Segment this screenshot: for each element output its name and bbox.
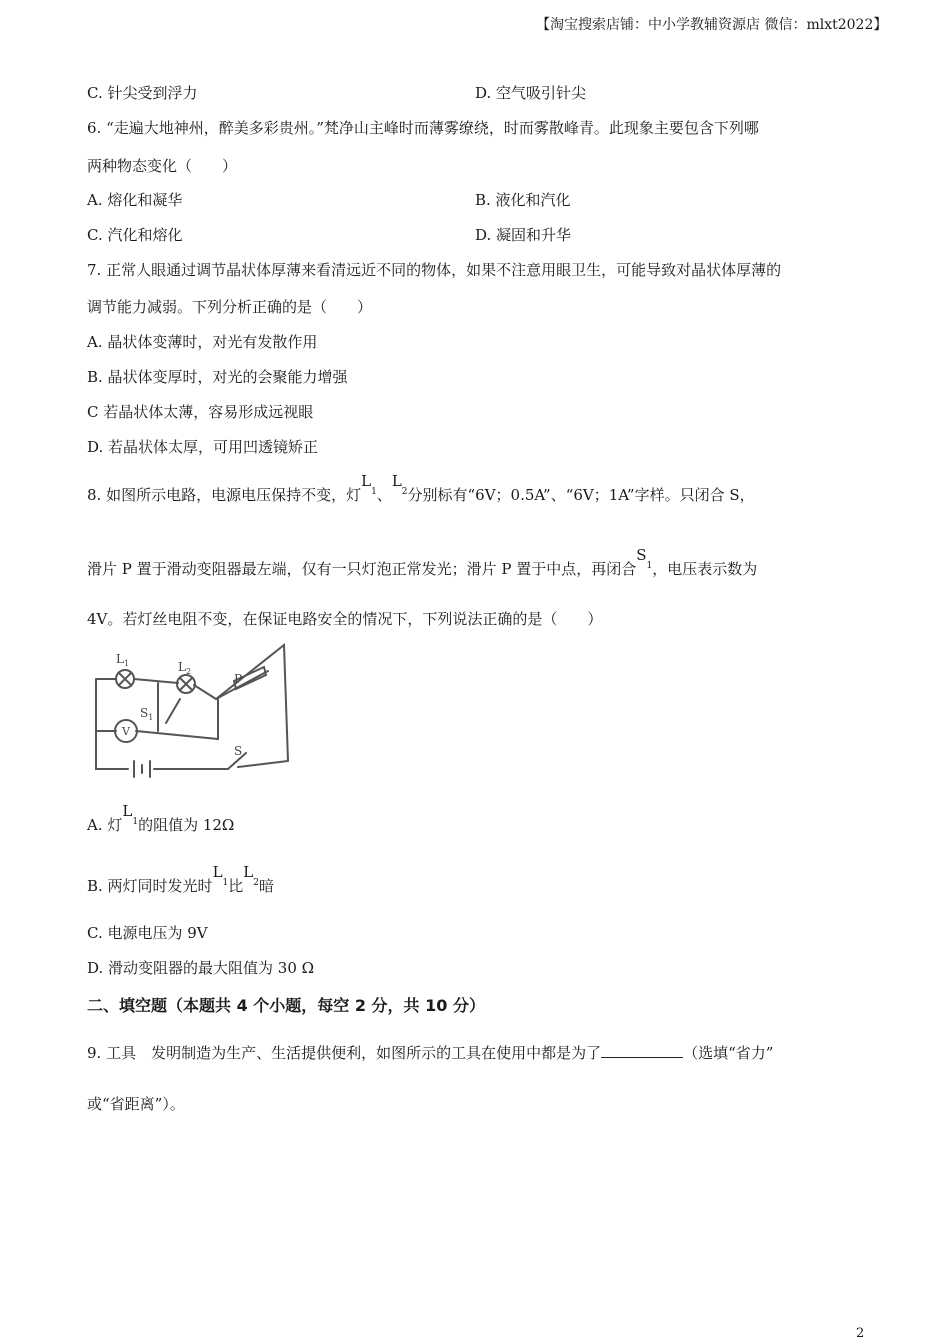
answer-blank [601, 1043, 683, 1058]
q6-option-b: B. 液化和汽化 [475, 191, 571, 209]
q8-stem-line1: 8. 如图所示电路，电源电压保持不变，灯$L_1$、$L_2$分别标有“6V；0.5A”、“6V；1A”字样。只闭合 S， [87, 472, 755, 504]
switch-s1-blade [166, 699, 180, 723]
q5-option-d: D. 空气吸引针尖 [475, 84, 587, 102]
label-l1: $L_1$ [116, 652, 130, 668]
q9-stem-line1: 9. 工具 发明制造为生产、生活提供便利，如图所示的工具在使用中都是为了 （选填“省力” [87, 1044, 774, 1062]
symbol-l1: $L_1$ [212, 863, 229, 888]
q5-option-c: C. 针尖受到浮力 [87, 84, 198, 102]
label-p: P [234, 672, 243, 686]
q8-option-c: C. 电源电压为 9V [87, 924, 208, 942]
q6-option-d: D. 凝固和升华 [475, 226, 572, 244]
q6-stem-line2: 两种物态变化（ ） [87, 157, 238, 175]
q8-stem-line2: 滑片 P 置于滑动变阻器最左端，仅有一只灯泡正常发光；滑片 P 置于中点，再闭合$S_1$，电压表示数为 [87, 546, 758, 578]
q6-stem-line1: 6. “走遍大地神州，醉美多彩贵州。”梵净山主峰时而薄雾缭绕，时而雾散峰青。此现象主要包含下列哪 [87, 119, 759, 137]
q7-stem-line1: 7. 正常人眼通过调节晶状体厚薄来看清远近不同的物体，如果不注意用眼卫生，可能导致对晶状体厚薄的 [87, 261, 782, 279]
q8-stem-line3: 4V。若灯丝电阻不变，在保证电路安全的情况下，下列说法正确的是（ ） [87, 610, 603, 628]
q7-option-b: B. 晶状体变厚时，对光的会聚能力增强 [87, 368, 348, 386]
label-s: S [234, 744, 243, 758]
q8-option-d: D. 滑动变阻器的最大阻值为 30 Ω [87, 959, 315, 977]
q9-stem-line2: 或“省距离”）。 [87, 1095, 185, 1113]
symbol-l1: $L_1$ [122, 802, 139, 827]
symbol-l2: $L_2$ [243, 863, 259, 888]
q6-option-c: C. 汽化和熔化 [87, 226, 183, 244]
left-wire [96, 679, 128, 769]
q7-option-c: C 若晶状体太薄，容易形成远视眼 [87, 403, 314, 421]
lamp-l1-cross [119, 673, 131, 685]
label-s1: $S_1$ [140, 706, 154, 722]
q7-stem-line2: 调节能力减弱。下列分析正确的是（ ） [87, 298, 373, 316]
section-heading: 二、填空题（本题共 4 个小题，每空 2 分，共 10 分） [87, 996, 485, 1015]
label-v: V [122, 725, 130, 738]
page-header-ad: 【淘宝搜索店铺：中小学教辅资源店 微信：mlxt2022】 [536, 17, 888, 33]
label-l2: $L_2$ [178, 660, 192, 676]
q6-option-a: A. 熔化和凝华 [87, 191, 183, 209]
page-number: 2 [856, 1326, 865, 1341]
circuit-diagram [88, 641, 293, 789]
symbol-s1: $S_1$ [636, 546, 653, 571]
symbol-l2: $L_2$ [391, 472, 408, 497]
battery [134, 761, 150, 777]
q8-option-a: A. 灯$L_1$的阻值为 12Ω [87, 802, 235, 834]
lamp-l2-cross [180, 678, 192, 690]
q8-option-b: B. 两灯同时发光时$L_1$比$L_2$暗 [87, 863, 274, 895]
symbol-l1: $L_1$ [361, 472, 377, 497]
q7-option-d: D. 若晶状体太厚，可用凹透镜矫正 [87, 438, 319, 456]
q7-option-a: A. 晶状体变薄时，对光有发散作用 [87, 333, 318, 351]
